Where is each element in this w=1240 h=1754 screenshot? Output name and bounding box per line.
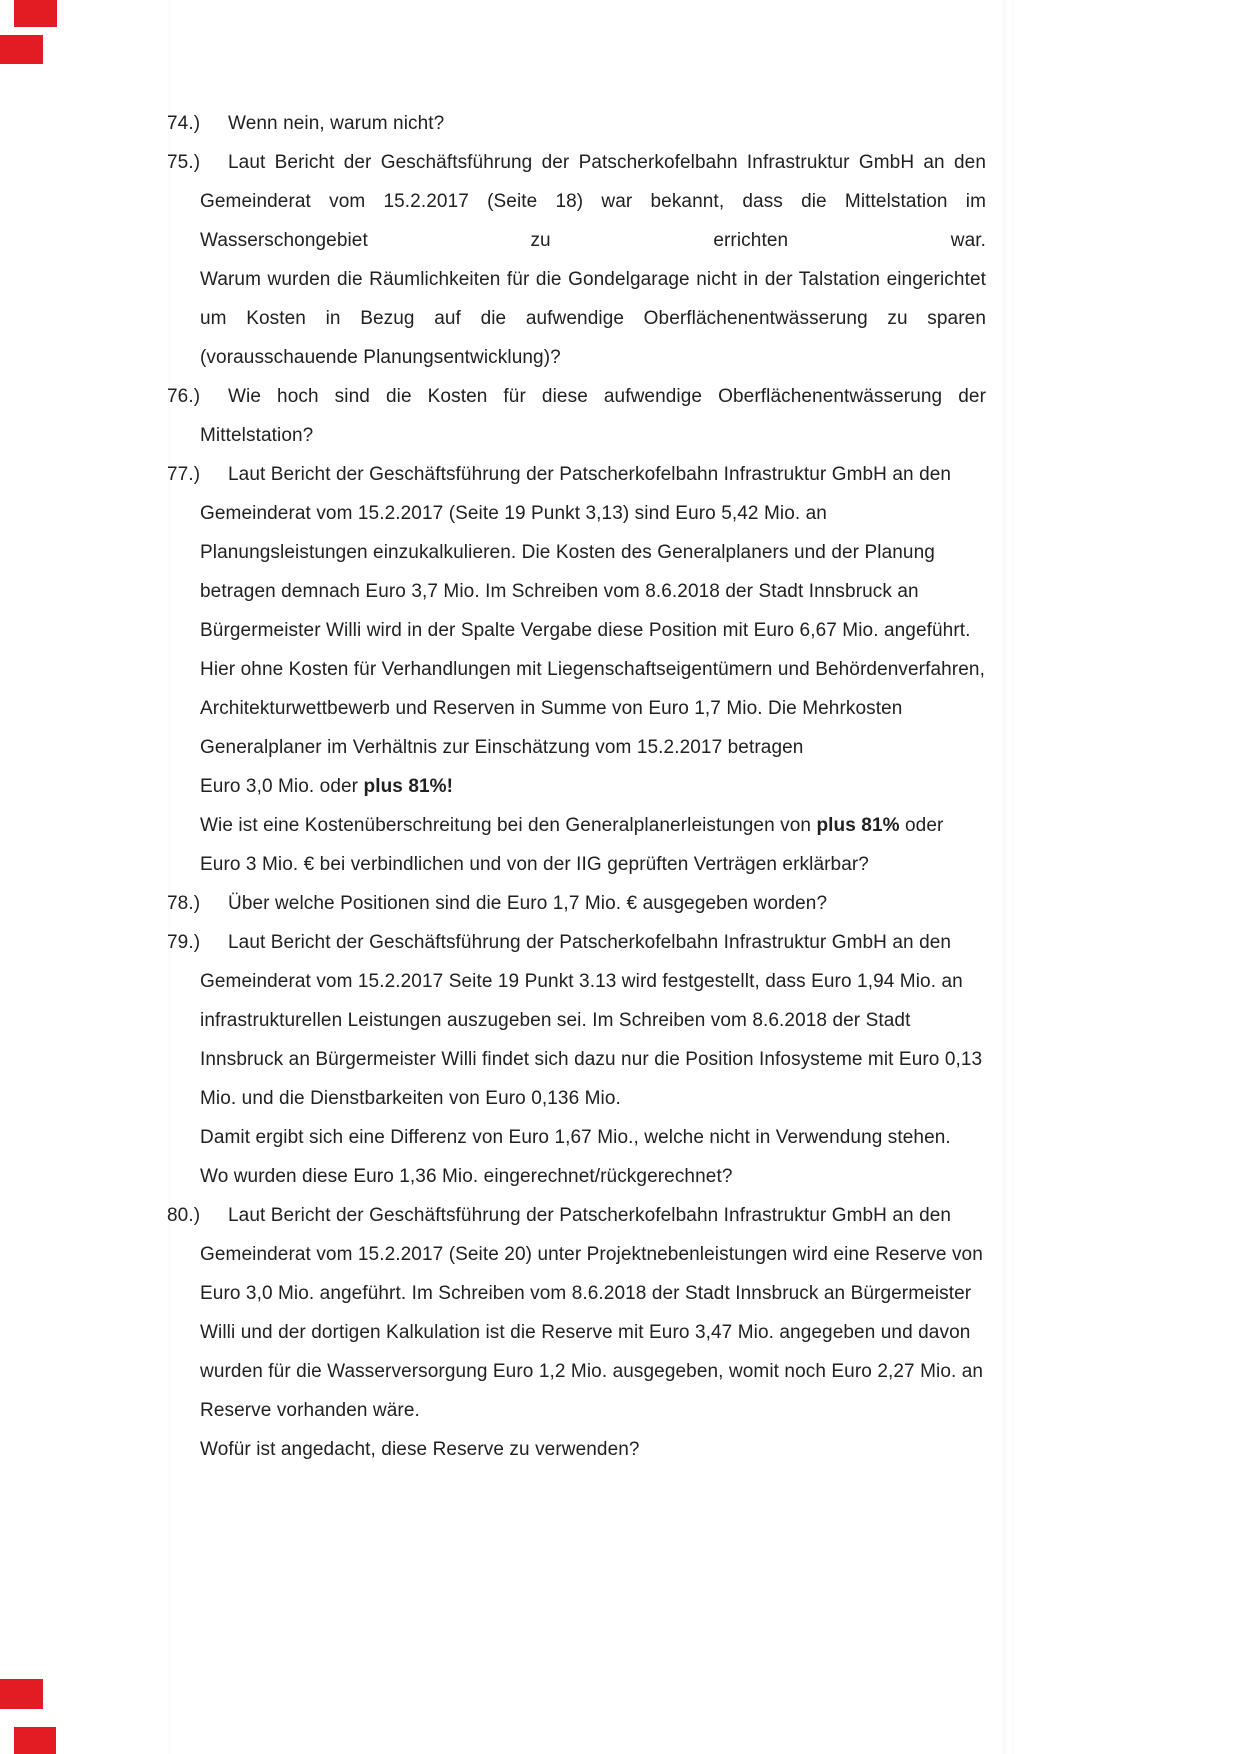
- question-number: 80.): [167, 1205, 201, 1226]
- question-number: 77.): [167, 464, 201, 485]
- text-run: Wofür ist angedacht, diese Reserve zu verwenden?: [200, 1439, 640, 1460]
- question-number: 79.): [167, 932, 201, 953]
- text-run: Laut Bericht der Geschäftsführung der Patscherkofelbahn Infrastruktur GmbH an den Gemeinderat vom 15.2.2017 (Seite 18) war bekannt, dass die Mittelstation im Wasserschongebiet zu errichten war.: [200, 152, 986, 251]
- question-paragraph: [200, 806, 986, 884]
- text-run: Euro 3,0 Mio. oder: [200, 776, 364, 797]
- text-run: Wo wurden diese Euro 1,36 Mio. eingerechnet/rückgerechnet?: [200, 1166, 733, 1187]
- question-text: [200, 1196, 986, 1469]
- question-paragraph: [200, 104, 986, 143]
- text-run: Warum wurden die Räumlichkeiten für die Gondelgarage nicht in der Talstation eingerichtet um Kosten in Bezug auf die aufwendige Oberflächenentwässerung zu sparen (vorausschauende Planungsentwicklung)?: [200, 269, 986, 368]
- text-run: Laut Bericht der Geschäftsführung der Patscherkofelbahn Infrastruktur GmbH an den Gemeinderat vom 15.2.2017 (Seite 20) unter Projektnebenleistungen wird eine Reserve von Euro 3,0 Mio. angeführt. Im Schreiben vom 8.6.2018 der Stadt Innsbruck an Bürgermeister Willi und der dortigen Kalkulation ist die Reserve mit Euro 3,47 Mio. angegeben und davon wurden für die Wasserversorgung Euro 1,2 Mio. ausgegeben, womit noch Euro 2,27 Mio. an Reserve vorhanden wäre.: [200, 1205, 984, 1421]
- scan-streak: [168, 0, 171, 1754]
- question-paragraph: [200, 455, 986, 767]
- question-number: 74.): [167, 113, 201, 134]
- scan-streak: [1012, 0, 1014, 1754]
- question-paragraph: [200, 260, 986, 377]
- question-list: [167, 104, 986, 1469]
- question-text: [200, 455, 986, 884]
- question-paragraph: [200, 923, 986, 1118]
- question-item: [167, 377, 986, 455]
- question-paragraph: [200, 143, 986, 260]
- question-item: [167, 923, 986, 1196]
- text-run: Wie hoch sind die Kosten für diese aufwendige Oberflächenentwässerung der Mittelstation?: [200, 386, 986, 446]
- emphasized-text: plus 81%!: [363, 776, 454, 797]
- question-number: 76.): [167, 386, 201, 407]
- question-paragraph: [200, 377, 986, 455]
- emphasized-text: plus 81%: [816, 815, 900, 836]
- question-number: 75.): [167, 152, 201, 173]
- text-run: Wie ist eine Kostenüberschreitung bei den Generalplanerleistungen von: [200, 815, 817, 836]
- red-scan-mark-bottom-left-1: [0, 1679, 43, 1709]
- question-item: [167, 143, 986, 377]
- question-item: [167, 104, 986, 143]
- question-paragraph: [200, 1196, 986, 1430]
- question-paragraph: [200, 884, 986, 923]
- question-item: [167, 455, 986, 884]
- text-run: Laut Bericht der Geschäftsführung der Patscherkofelbahn Infrastruktur GmbH an den Gemeinderat vom 15.2.2017 (Seite 19 Punkt 3,13) sind Euro 5,42 Mio. an Planungsleistungen einzukalkulieren. Die Kosten des Generalplaners und der Planung betragen demnach Euro 3,7 Mio. Im Schreiben vom 8.6.2018 der Stadt Innsbruck an Bürgermeister Willi wird in der Spalte Vergabe diese Position mit Euro 6,67 Mio. angeführt. Hier ohne Kosten für Verhandlungen mit Liegenschaftseigentümern und Behördenverfahren, Architekturwettbewerb und Reserven in Summe von Euro 1,7 Mio. Die Mehrkosten Generalplaner im Verhältnis zur Einschätzung vom 15.2.2017 betragen: [200, 464, 985, 758]
- red-scan-mark-top-left-1: [14, 0, 57, 27]
- text-run: Wenn nein, warum nicht?: [228, 113, 445, 134]
- question-text: [200, 923, 986, 1196]
- text-run: Über welche Positionen sind die Euro 1,7 Mio. € ausgegeben worden?: [228, 893, 828, 914]
- text-run: Damit ergibt sich eine Differenz von Euro 1,67 Mio., welche nicht in Verwendung stehen.: [200, 1127, 951, 1148]
- question-text: [200, 377, 986, 455]
- red-scan-mark-bottom-left-2: [14, 1727, 56, 1754]
- red-scan-mark-top-left-2: [0, 35, 43, 64]
- question-text: [200, 884, 986, 923]
- question-item: [167, 884, 986, 923]
- question-paragraph: [200, 1157, 986, 1196]
- question-item: [167, 1196, 986, 1469]
- question-text: [200, 143, 986, 377]
- question-paragraph: [200, 767, 986, 806]
- question-paragraph: [200, 1430, 986, 1469]
- text-run: Laut Bericht der Geschäftsführung der Patscherkofelbahn Infrastruktur GmbH an den Gemeinderat vom 15.2.2017 Seite 19 Punkt 3.13 wird festgestellt, dass Euro 1,94 Mio. an infrastrukturellen Leistungen auszugeben sei. Im Schreiben vom 8.6.2018 der Stadt Innsbruck an Bürgermeister Willi findet sich dazu nur die Position Infosysteme mit Euro 0,13 Mio. und die Dienstbarkeiten von Euro 0,136 Mio.: [200, 932, 983, 1109]
- text-run: oder Euro 3 Mio. € bei verbindlichen und von der IIG geprüften Verträgen erklärbar?: [200, 815, 944, 875]
- question-paragraph: [200, 1118, 986, 1157]
- scan-streak: [1002, 0, 1007, 1754]
- question-number: 78.): [167, 893, 201, 914]
- question-text: [200, 104, 986, 143]
